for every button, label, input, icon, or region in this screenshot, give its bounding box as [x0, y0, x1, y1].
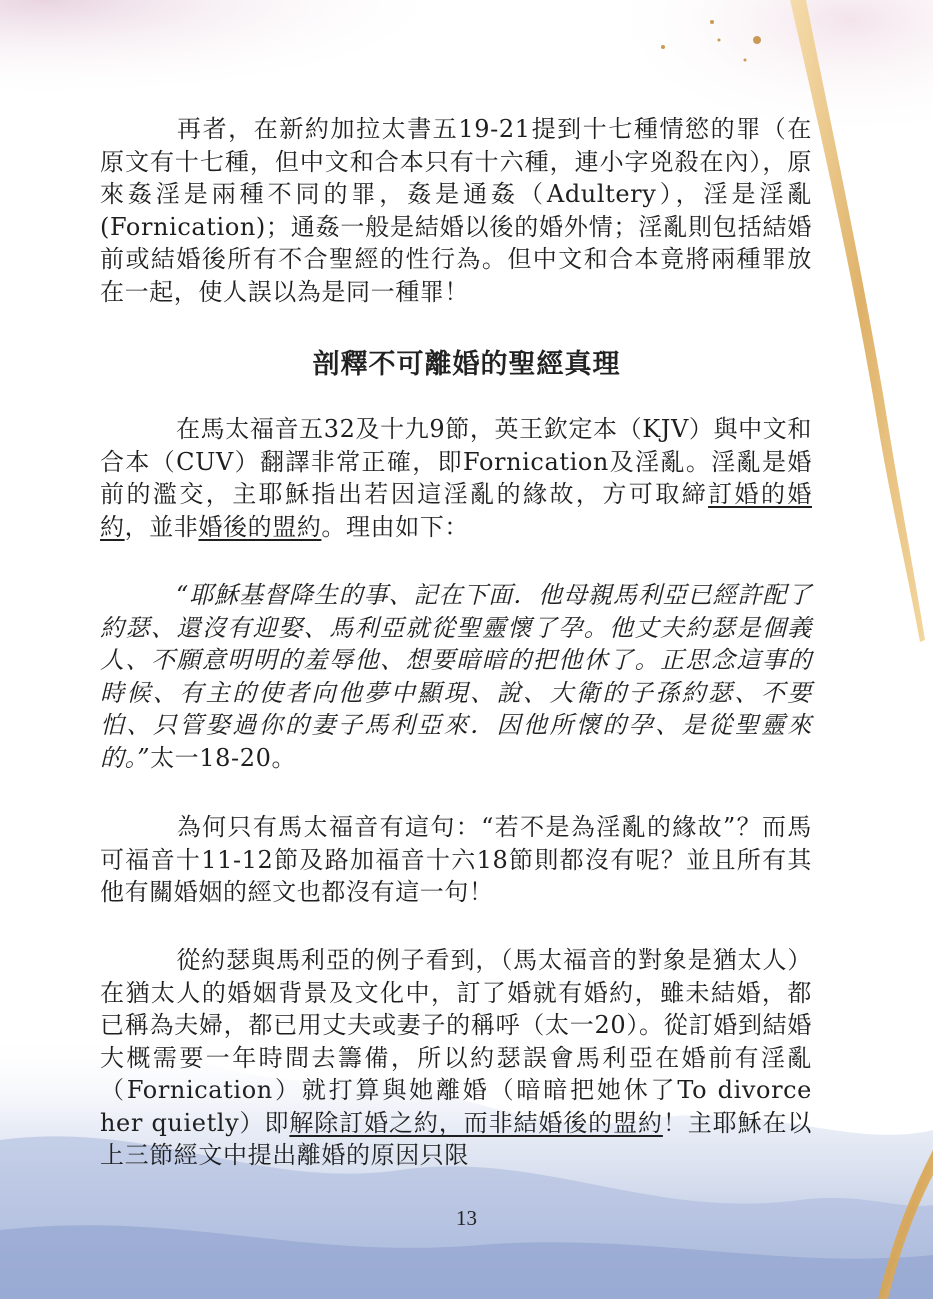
quote-reference: 太一18-20。 — [150, 743, 297, 772]
underlined-dissolve-engagement: 解除訂婚之約，而非結婚後的盟約 — [289, 1108, 663, 1137]
paragraph-why-only-matthew: 為何只有馬太福音有這句：“若不是為淫亂的緣故”？而馬可福音十11-12節及路加福音十六18節則都沒有呢？並且所有其他有關婚姻的經文也都沒有這一句！ — [100, 813, 812, 906]
page-number: 13 — [456, 1206, 477, 1230]
underlined-marriage-covenant: 婚後的盟約 — [198, 512, 322, 541]
underlined-engagement-covenant: 訂婚的婚約 — [100, 480, 812, 541]
paragraph-joseph-mary: 從約瑟與馬利亞的例子看到，（馬太福音的對象是猶太人）在猶太人的婚姻背景及文化中，訂了婚就有婚約，雖未結婚，都已稱為夫婦，都已用丈夫或妻子的稱呼（太一20）。從訂婚到結婚大概需要一年時間去籌備，所以約瑟誤會馬利亞在婚前有淫亂（Fornication）就打算與她離婚（暗暗把她休了To divorce her quietly）即解除訂婚之約，而非結婚後的盟約！主耶穌在以上三節經文中提出離婚的原因只限 — [100, 946, 813, 1169]
section-heading: 剖釋不可離婚的聖經真理 — [312, 349, 621, 380]
quote-text: “耶穌基督降生的事、記在下面．他母親馬利亞已經許配了約瑟、還沒有迎娶、馬利亞就從聖靈懷了孕。他丈夫約瑟是個義人、不願意明明的羞辱他、想要暗暗的把他休了。正思念這事的時候、有主的使者向他夢中顯現、說、大衛的子孫約瑟、不要怕、只管娶過你的妻子馬利亞來．因他所懷的孕、是從聖靈來的。” — [100, 581, 812, 772]
paragraph-matthew-translation: 在馬太福音五32及十九9節，英王欽定本（KJV）與中文和合本（CUV）翻譯非常正確，即Fornication及淫亂。淫亂是婚前的濫交，主耶穌指出若因這淫亂的緣故，方可取締訂婚的婚約，並非婚後的盟約。理由如下： — [100, 415, 812, 541]
paragraph-scripture-quote — [100, 579, 812, 774]
paragraph-galatians: 再者，在新約加拉太書五19-21提到十七種情慾的罪（在原文有十七種，但中文和合本只有十六種，連小字兇殺在內），原來姦淫是兩種不同的罪，姦是通姦（Adultery），淫是淫亂(Fornication)；通姦一般是結婚以後的婚外情；淫亂則包括結婚前或結婚後所有不合聖經的性行為。但中文和合本竟將兩種罪放在一起，使人誤以為是同一種罪！ — [100, 115, 812, 306]
